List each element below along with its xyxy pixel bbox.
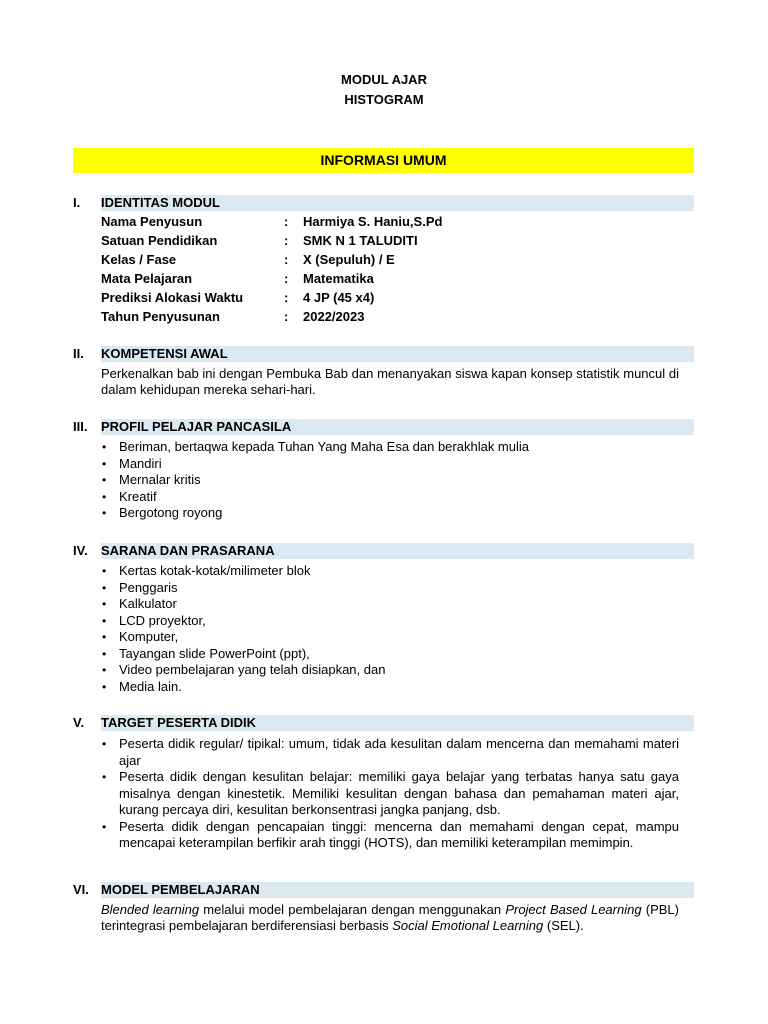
bullet-icon: • (102, 630, 107, 644)
list-item-text: Peserta didik dengan kesulitan belajar: memiliki gaya belajar yang terbatas hanya satu gaya misalnya dengan kinestetik. Memiliki kesulitan dengan bahasa dan pemahaman materi ajar, kurang percaya diri, kesulitan berkonsentrasi jangka panjang, dsb. (119, 769, 679, 817)
identity-colon: : (284, 309, 289, 324)
section-number: III. (73, 419, 88, 434)
bullet-icon: • (102, 440, 107, 454)
identity-label: Tahun Penyusunan (101, 309, 220, 324)
list-item (101, 472, 679, 489)
identity-value: SMK N 1 TALUDITI (303, 233, 418, 248)
identity-value: 2022/2023 (303, 309, 365, 324)
list-item (101, 489, 679, 506)
bullet-icon: • (102, 770, 107, 784)
list-item-text: Kreatif (119, 488, 157, 504)
model-text-italic: Social Emotional Learning (392, 918, 544, 933)
list-item-text: Komputer, (119, 629, 179, 644)
list-item-text: Penggaris (119, 579, 178, 595)
section-number: II. (73, 346, 84, 361)
list-item-text: Video pembelajaran yang telah disiapkan, dan (119, 662, 386, 677)
section-number: IV. (73, 543, 88, 558)
section-number: VI. (73, 882, 89, 897)
list-item-text: Beriman, bertaqwa kepada Tuhan Yang Maha Esa dan berakhlak mulia (119, 439, 530, 454)
section-heading-kompetensi (73, 346, 694, 362)
bullet-icon: • (102, 663, 107, 677)
model-text-part: (SEL). (543, 918, 584, 933)
document-title: MODUL AJAR (341, 72, 427, 87)
model-text-part: melalui model pembelajaran dengan menggunakan (199, 902, 506, 917)
bullet-icon: • (102, 613, 107, 628)
identity-colon: : (284, 252, 289, 267)
list-item-text: Kertas kotak-kotak/milimeter blok (119, 563, 311, 578)
list-item-text: Bergotong royong (119, 505, 223, 520)
identity-label: Prediksi Alokasi Waktu (101, 290, 244, 305)
identity-colon: : (284, 271, 289, 286)
list-item (101, 596, 679, 613)
list-item (101, 563, 679, 580)
list-item (101, 580, 679, 597)
section-title: IDENTITAS MODUL (101, 195, 220, 210)
identity-label: Satuan Pendidikan (101, 233, 218, 248)
section-heading-profil (73, 419, 694, 435)
profil-list (101, 439, 679, 522)
identity-label: Mata Pelajaran (101, 271, 193, 286)
sarana-list (101, 563, 679, 695)
section-number: I. (73, 195, 81, 210)
bullet-icon: • (102, 597, 107, 611)
bullet-icon: • (102, 564, 107, 578)
identity-colon: : (284, 290, 289, 305)
list-item (101, 613, 679, 630)
bullet-icon: • (102, 679, 107, 694)
identity-colon: : (284, 233, 289, 248)
bullet-icon: • (102, 506, 107, 520)
list-item (101, 629, 679, 646)
kompetensi-text: Perkenalkan bab ini dengan Pembuka Bab dan menanyakan siswa kapan konsep statistik muncul di dalam kehidupan mereka sehari-hari. (101, 366, 679, 397)
identity-label: Nama Penyusun (101, 214, 203, 229)
list-item (101, 819, 679, 852)
list-item (101, 646, 679, 663)
section-title: MODEL PEMBELAJARAN (101, 882, 260, 897)
list-item-text: Mernalar kritis (119, 472, 201, 487)
identity-value: X (Sepuluh) / E (303, 252, 395, 267)
list-item (101, 505, 679, 522)
bullet-icon: • (102, 473, 107, 487)
model-text (101, 902, 679, 934)
bullet-icon: • (102, 580, 107, 595)
list-item (101, 439, 679, 456)
section-heading-sarana (73, 543, 694, 559)
identity-label: Kelas / Fase (101, 252, 177, 267)
list-item-text: Media lain. (119, 678, 182, 694)
section-heading-model (73, 882, 694, 898)
identity-value: Matematika (303, 271, 374, 286)
list-item-text: Tayangan slide PowerPoint (ppt), (119, 645, 310, 661)
list-item-text: Peserta didik regular/ tipikal: umum, tidak ada kesulitan dalam mencerna dan memahami materi ajar (119, 736, 679, 768)
identity-value: 4 JP (45 x4) (303, 290, 375, 305)
model-text-italic: Blended learning (101, 902, 200, 917)
section-title: SARANA DAN PRASARANA (101, 543, 275, 558)
identity-value: Harmiya S. Haniu,S.Pd (303, 214, 443, 229)
list-item-text: Mandiri (119, 455, 162, 471)
section-banner: INFORMASI UMUM (73, 148, 694, 173)
document-subtitle: HISTOGRAM (344, 92, 424, 107)
model-text-part: (PBL) terintegrasi pembelajaran berdiferensiasi berbasis (101, 902, 679, 933)
target-list (101, 736, 679, 852)
section-number: V. (73, 715, 85, 730)
section-title: KOMPETENSI AWAL (101, 346, 228, 361)
list-item-text: Peserta didik dengan pencapaian tinggi: mencerna dan memahami dengan cepat, mampu mencapai keterampilan berfikir arah tinggi (HOTS), dan memiliki keterampilan memimpin. (119, 818, 679, 850)
list-item-text: LCD proyektor, (119, 612, 206, 628)
bullet-icon: • (102, 456, 107, 471)
list-item (101, 679, 679, 696)
section-title: PROFIL PELAJAR PANCASILA (101, 419, 292, 434)
section-heading-target (73, 715, 694, 731)
model-text-italic: Project Based Learning (505, 902, 642, 917)
list-item (101, 662, 679, 679)
bullet-icon: • (102, 819, 107, 834)
list-item (101, 736, 679, 769)
list-item (101, 769, 679, 819)
bullet-icon: • (102, 489, 107, 504)
list-item (101, 456, 679, 473)
bullet-icon: • (102, 646, 107, 661)
bullet-icon: • (102, 737, 107, 751)
identity-colon: : (284, 214, 289, 229)
section-heading-identitas (73, 195, 694, 211)
list-item-text: Kalkulator (119, 596, 177, 611)
section-title: TARGET PESERTA DIDIK (101, 715, 257, 730)
